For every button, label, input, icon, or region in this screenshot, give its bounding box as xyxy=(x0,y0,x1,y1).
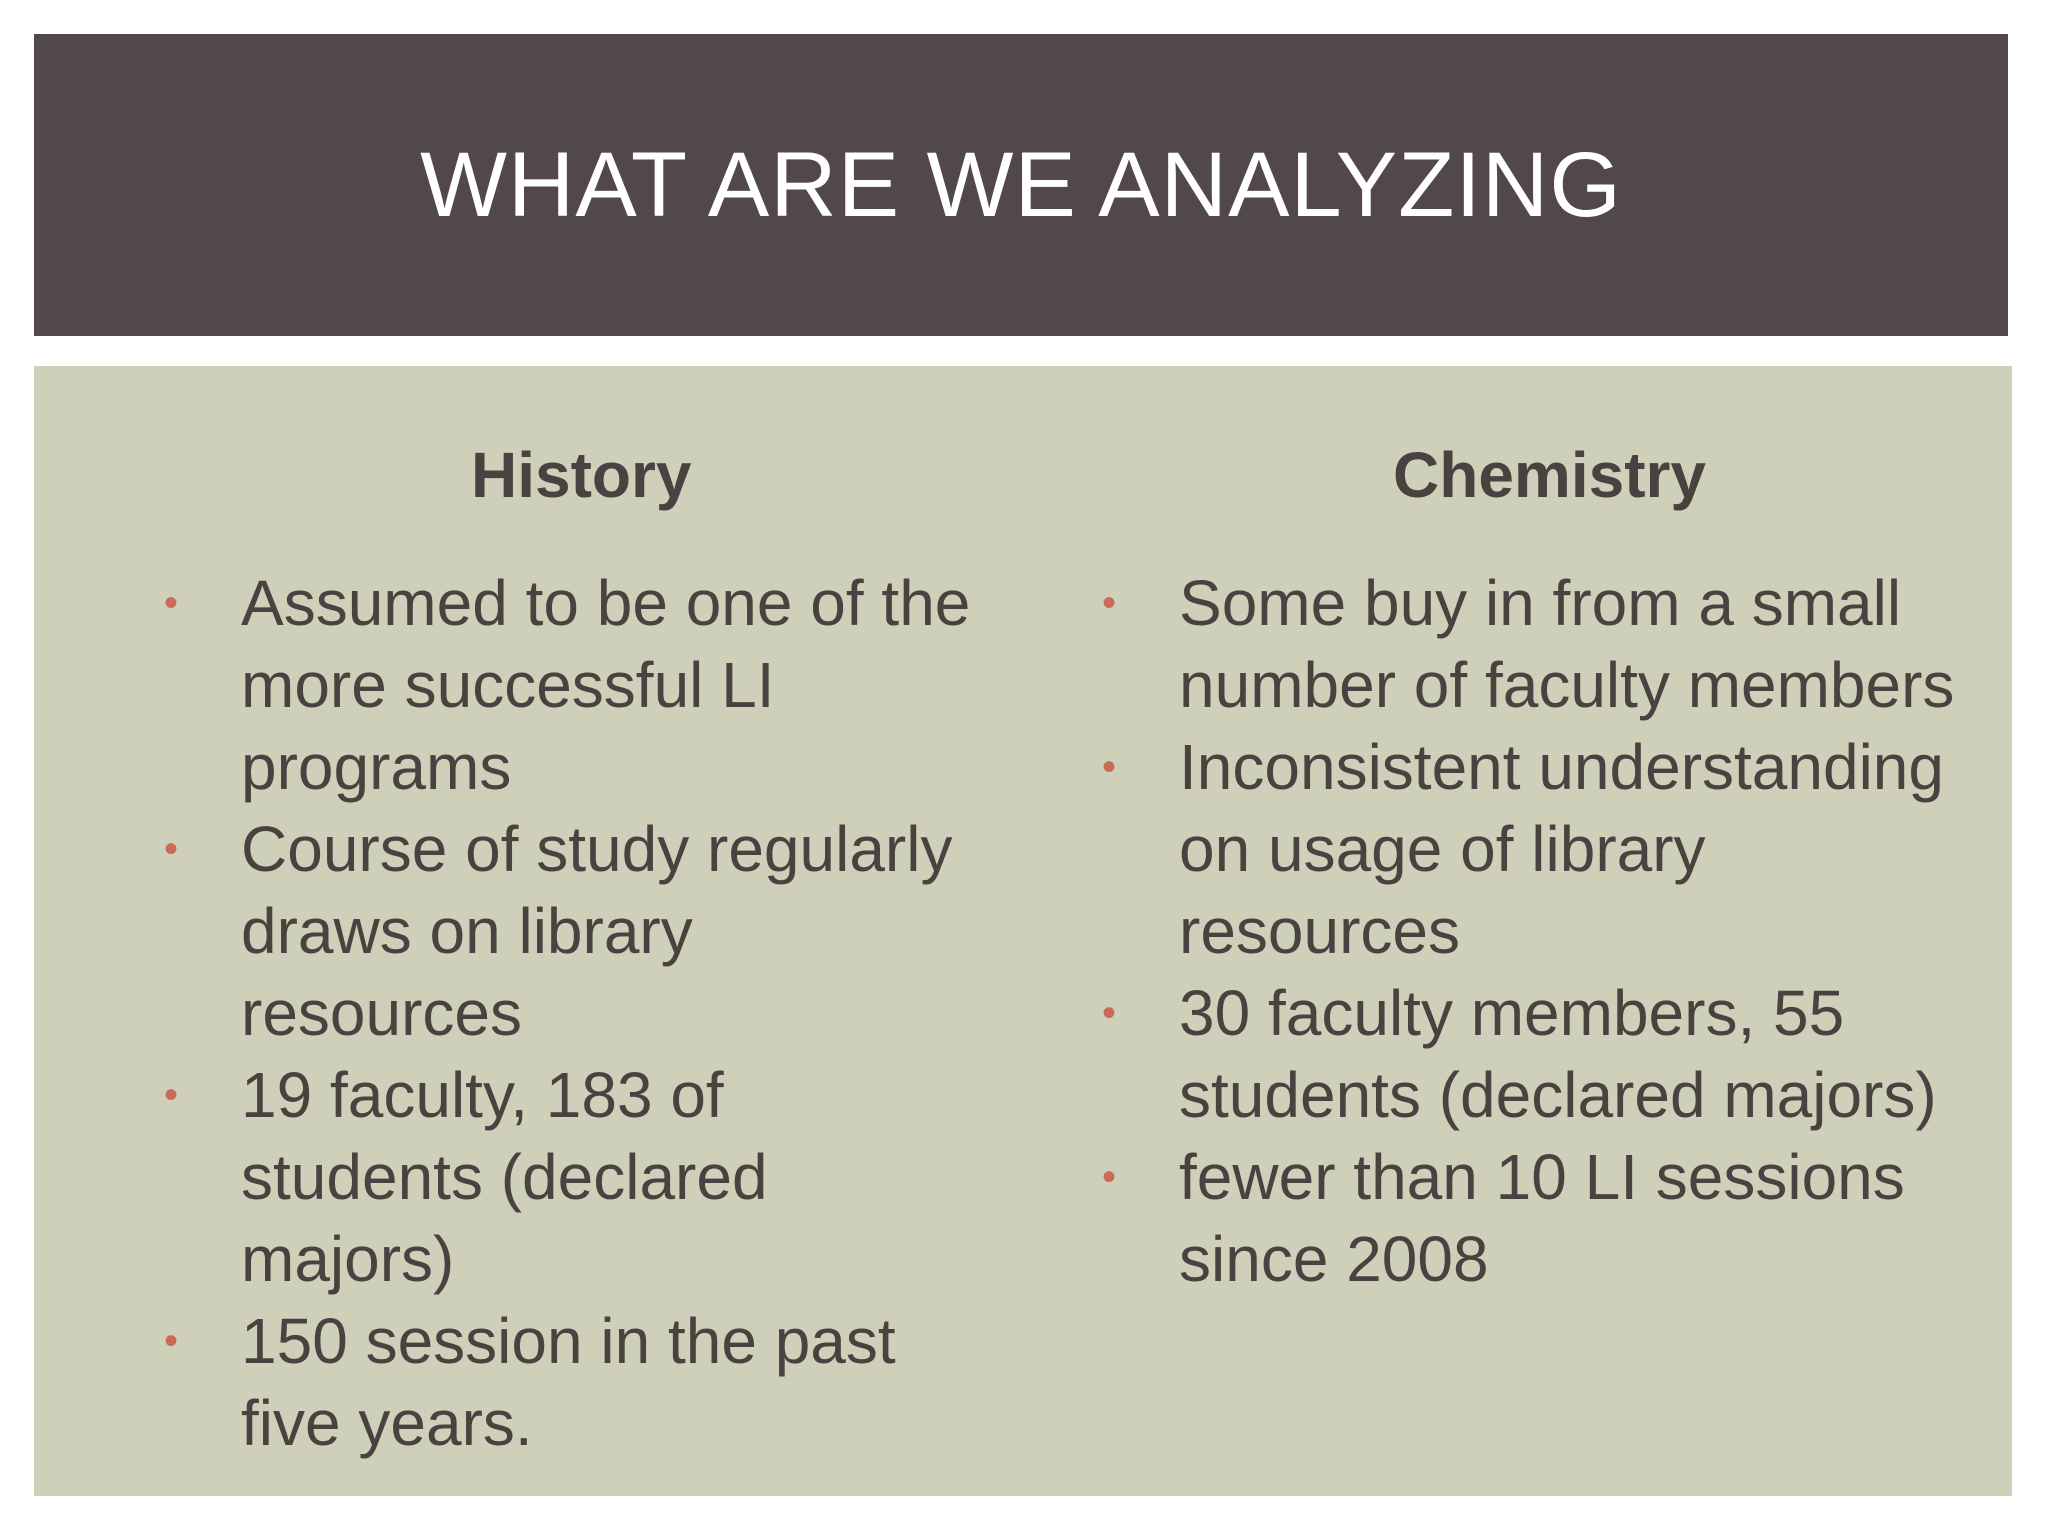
bullet-dot-icon: • xyxy=(1102,991,1117,1035)
list-item xyxy=(1102,726,1982,972)
bullet-dot-icon: • xyxy=(1102,1155,1117,1199)
bullet-text: 150 session in the past five years. xyxy=(241,1305,896,1459)
list-item xyxy=(164,1300,974,1464)
bullet-dot-icon: • xyxy=(164,1319,179,1363)
list-item xyxy=(164,562,974,808)
bullet-text: Course of study regularly draws on library resources xyxy=(241,813,953,1049)
history-bullet-list xyxy=(164,562,974,1464)
bullet-dot-icon: • xyxy=(164,581,179,625)
bullet-text: 30 faculty members, 55 students (declared majors) xyxy=(1179,977,1937,1131)
list-item xyxy=(164,808,974,1054)
chemistry-heading: Chemistry xyxy=(1393,439,1706,511)
list-item xyxy=(1102,562,1982,726)
list-item xyxy=(1102,972,1982,1136)
bullet-dot-icon: • xyxy=(1102,581,1117,625)
chemistry-bullet-list xyxy=(1102,562,1982,1300)
content-panel xyxy=(34,366,2012,1496)
bullet-text: Inconsistent understanding on usage of library resources xyxy=(1179,731,1944,967)
title-bar xyxy=(34,34,2008,336)
bullet-dot-icon: • xyxy=(164,827,179,871)
bullet-text: fewer than 10 LI sessions since 2008 xyxy=(1179,1141,1905,1295)
bullet-dot-icon: • xyxy=(1102,745,1117,789)
history-heading: History xyxy=(471,439,692,511)
bullet-text: Assumed to be one of the more successful LI programs xyxy=(241,567,971,803)
list-item xyxy=(1102,1136,1982,1300)
slide-title: WHAT ARE WE ANALYZING xyxy=(420,134,1622,236)
bullet-dot-icon: • xyxy=(164,1073,179,1117)
bullet-text: 19 faculty, 183 of students (declared majors) xyxy=(241,1059,768,1295)
list-item xyxy=(164,1054,974,1300)
bullet-text: Some buy in from a small number of faculty members xyxy=(1179,567,1955,721)
